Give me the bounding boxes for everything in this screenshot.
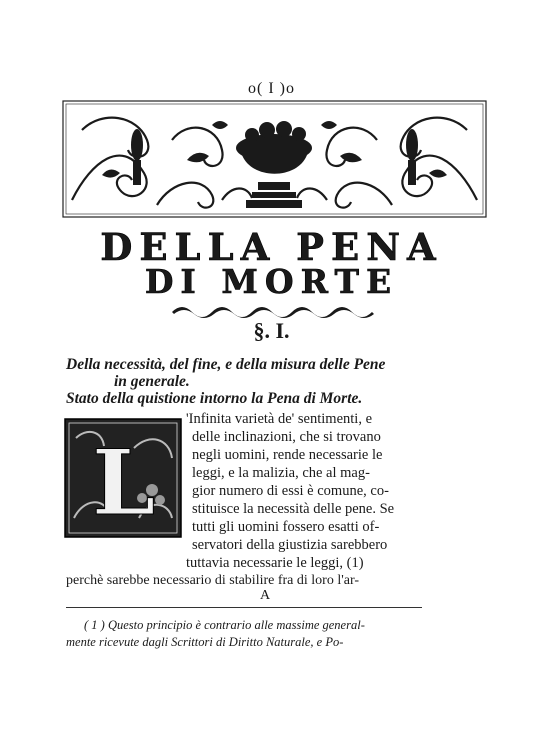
title-line-1: DELLA PENA bbox=[100, 225, 443, 269]
subheading-line-1: Della necessità, del fine, e della misura delle Pene bbox=[66, 356, 386, 373]
body-line-1: 'Infinita varietà de' sentimenti, e bbox=[186, 411, 373, 427]
page-number: o( I )o bbox=[248, 80, 295, 97]
body-line-10: perchè sarebbe necessario di stabilire fra di loro l'ar- bbox=[66, 573, 359, 588]
body-line-3: negli uomini, rende necessarie le bbox=[192, 447, 383, 463]
body-line-4: leggi, e la malizia, che al mag- bbox=[192, 465, 370, 481]
body-line-6: stituisce la necessità delle pene. Se bbox=[192, 501, 395, 517]
signature-mark: A bbox=[260, 588, 273, 603]
body-line-8: servatori della giustizia sarebbero bbox=[192, 537, 388, 553]
footnote-line-2: mente ricevute dagli Scrittori di Diritto Naturale, e Po- bbox=[66, 635, 344, 649]
ornamental-headpiece bbox=[62, 100, 487, 218]
drop-cap bbox=[64, 418, 182, 538]
footnote-rule bbox=[66, 607, 422, 608]
subheading-line-2: in generale. bbox=[114, 373, 190, 390]
body-line-9: tuttavia necessarie le leggi, (1) bbox=[186, 555, 364, 571]
section-mark: §. I. bbox=[253, 318, 290, 343]
drop-cap-letter: L bbox=[92, 430, 156, 536]
body-line-7: tutti gli uomini fossero esatti of- bbox=[192, 519, 380, 535]
body-line-5: gior numero di essi è comune, co- bbox=[192, 483, 389, 499]
title-line-2: DI MORTE bbox=[144, 262, 399, 301]
footnote-line-1: ( 1 ) Questo principio è contrario alle massime general- bbox=[84, 618, 365, 632]
drop-cap-ornament bbox=[64, 418, 182, 538]
body-line-2: delle inclinazioni, che si trovano bbox=[192, 429, 381, 445]
subheading-line-3: Stato della quistione intorno la Pena di Morte. bbox=[66, 390, 363, 407]
